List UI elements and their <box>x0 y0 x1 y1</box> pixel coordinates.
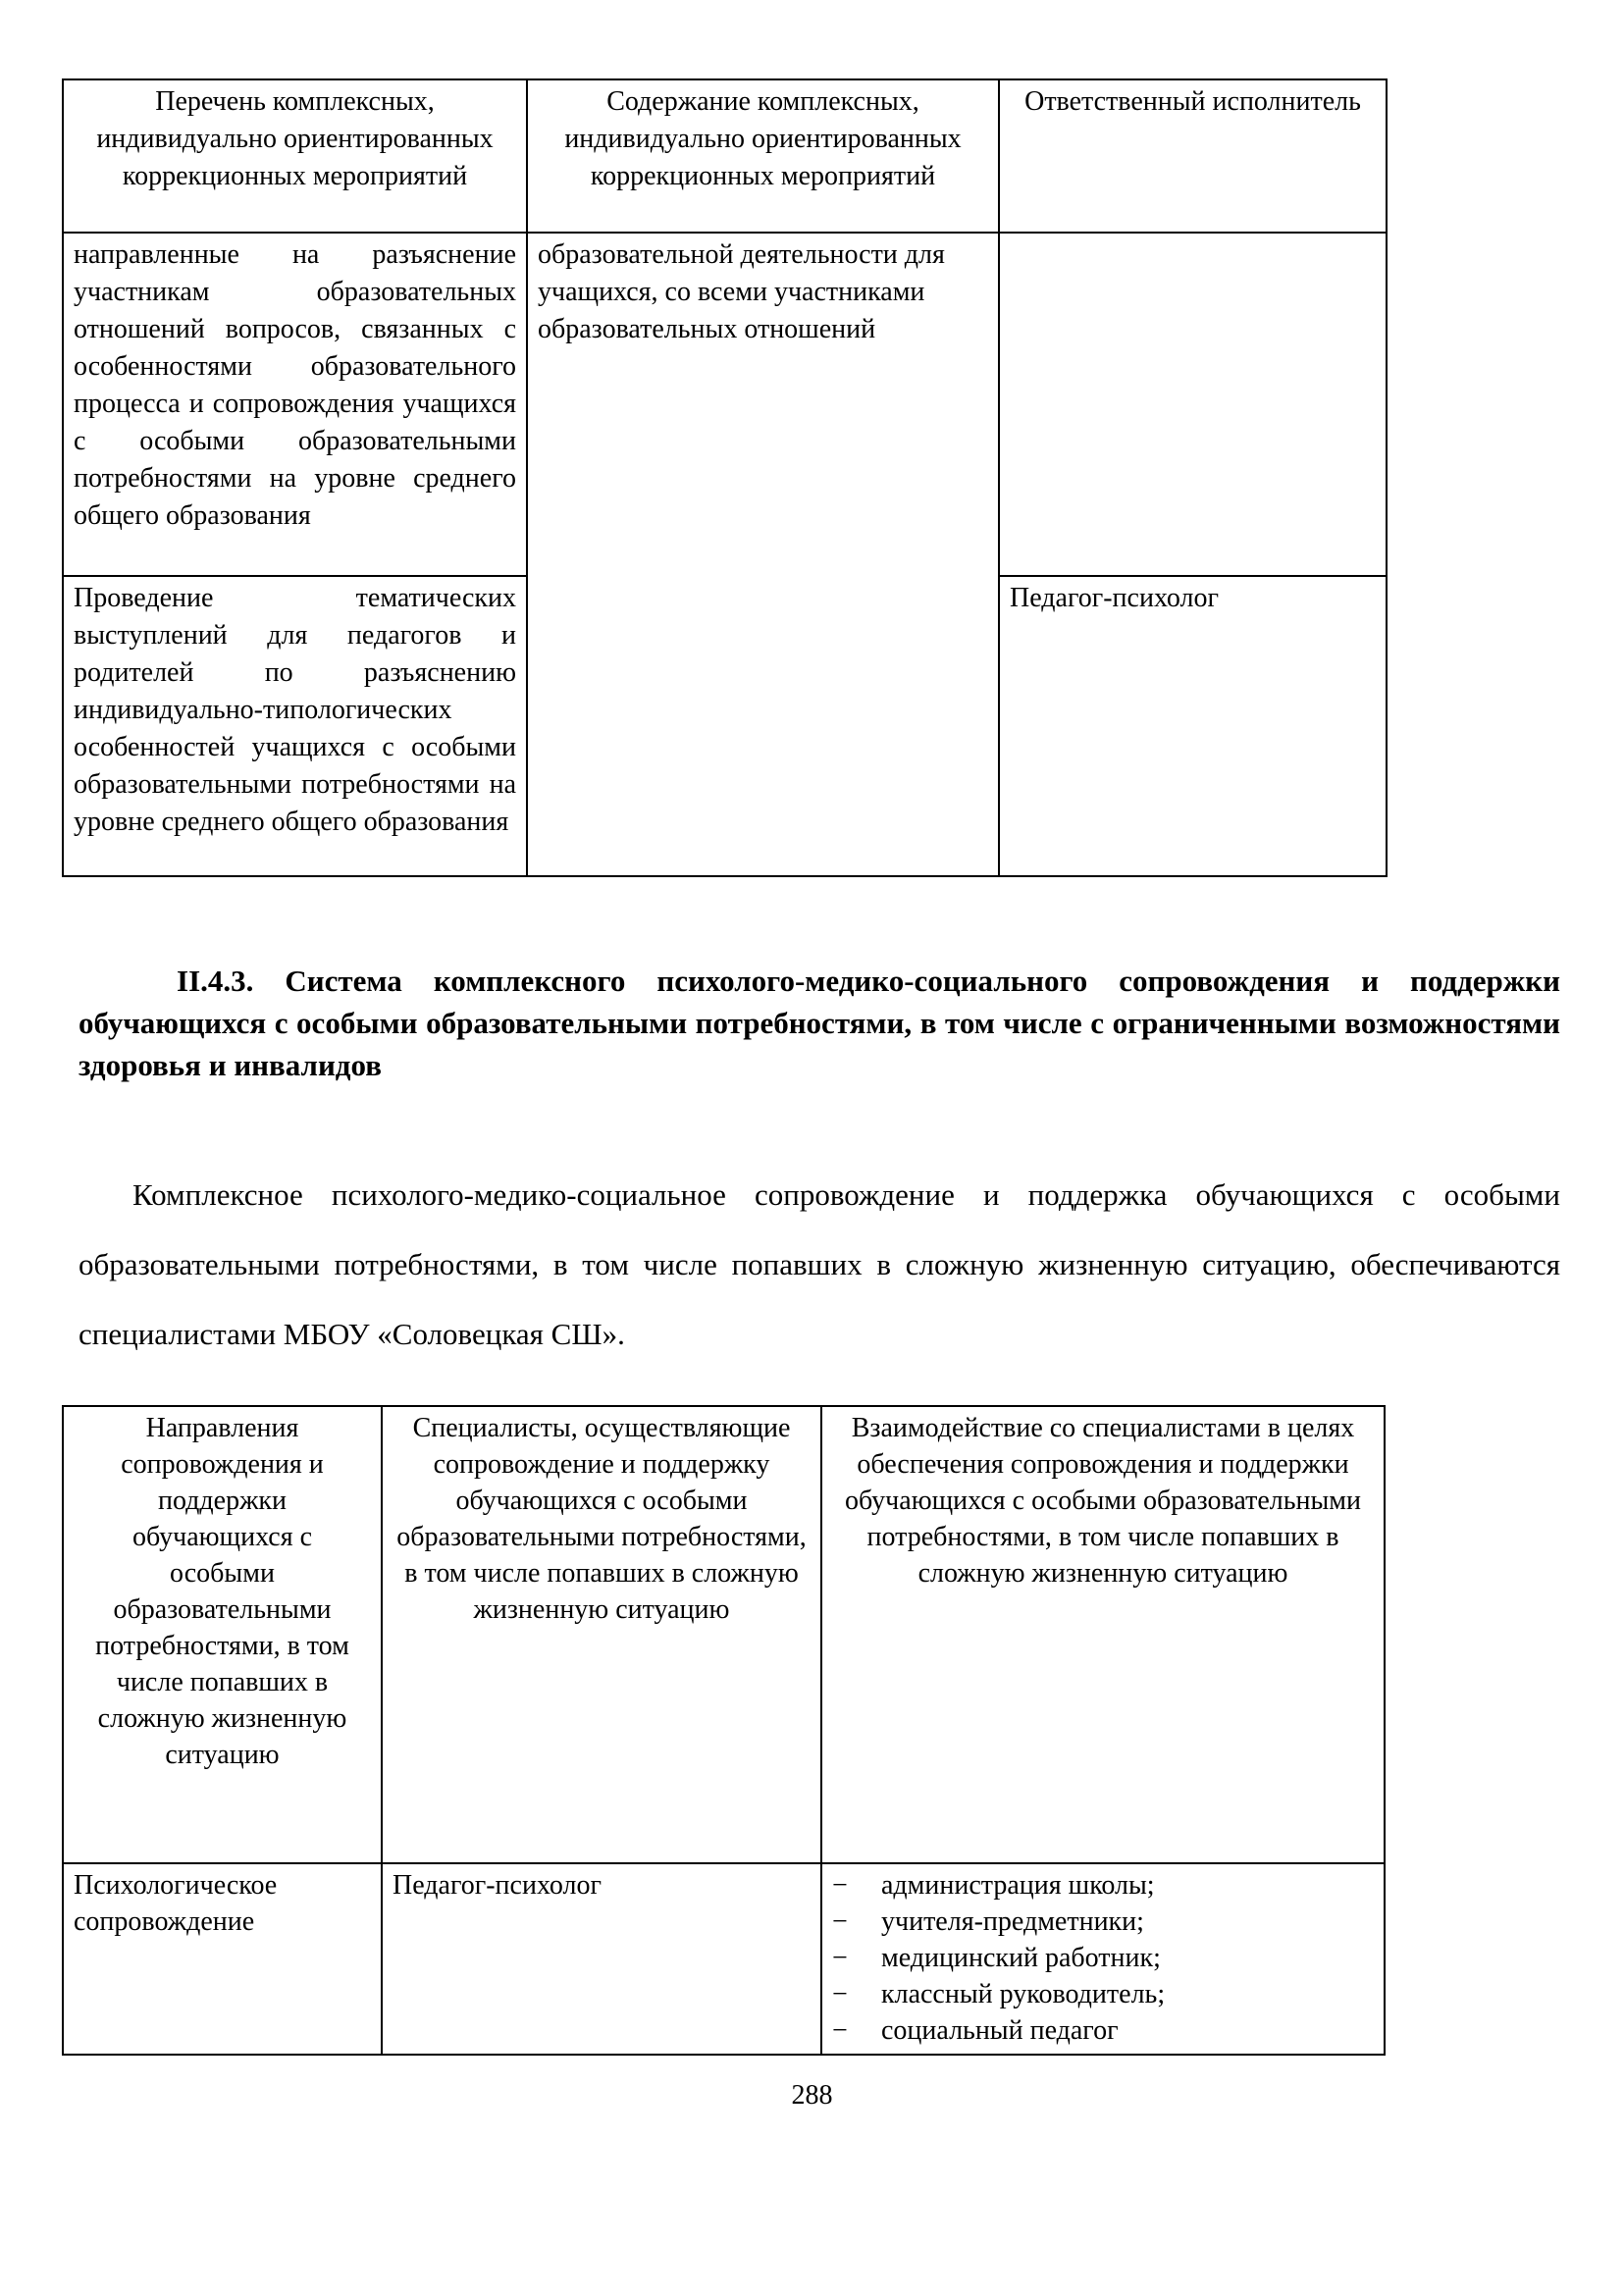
header-directions: Направления сопровождения и поддержки обучающихся с особыми образовательными потребностями, в том числе попавших в сложную жизненную ситуацию <box>63 1406 382 1863</box>
list-item: − социальный педагог <box>832 2012 1374 2049</box>
page-number: 288 <box>791 2080 833 2111</box>
table-header-row <box>63 79 1387 233</box>
list-item: − учителя-предметники; <box>832 1904 1374 1940</box>
cell-responsible <box>999 233 1387 576</box>
table-header-row <box>63 1406 1385 1863</box>
header-measures-list: Перечень комплексных, индивидуально ориентированных коррекционных мероприятий <box>63 79 527 233</box>
section-heading: II.4.3. Система комплексного психолого-медико-социального сопровождения и поддержки обучающихся с особыми образовательными потребностями, в том числе с ограниченными возможностями здоровья и инвалидов <box>79 964 1560 1082</box>
cell-measures: направленные на разъяснение участникам образовательных отношений вопросов, связанных с особенностями образовательного процесса и сопровождения учащихся с особыми образовательными потребностями на уровне среднего общего образования <box>63 233 527 576</box>
support-table <box>62 1405 1386 2056</box>
cell-content: образовательной деятельности для учащихся, со всеми участниками образовательных отношений <box>527 233 999 876</box>
list-item: − медицинский работник; <box>832 1940 1374 1976</box>
table-row <box>63 1863 1385 2055</box>
cell-direction: Психологическое сопровождение <box>63 1863 382 2055</box>
header-specialists: Специалисты, осуществляющие сопровождение и поддержку обучающихся с особыми образовательными потребностями, в том числе попавших в сложную жизненную ситуацию <box>382 1406 821 1863</box>
header-interaction: Взаимодействие со специалистами в целях обеспечения сопровождения и поддержки обучающихся с особыми образовательными потребностями, в том числе попавших в сложную жизненную ситуацию <box>821 1406 1385 1863</box>
header-responsible: Ответственный исполнитель <box>999 79 1387 233</box>
cell-specialist: Педагог-психолог <box>382 1863 821 2055</box>
list-item: − администрация школы; <box>832 1867 1374 1904</box>
measures-table <box>62 78 1388 877</box>
header-measures-content: Содержание комплексных, индивидуально ориентированных коррекционных мероприятий <box>527 79 999 233</box>
list-item: − классный руководитель; <box>832 1976 1374 2012</box>
cell-interaction <box>821 1863 1385 2055</box>
interaction-list <box>832 1867 1374 2049</box>
cell-responsible: Педагог-психолог <box>999 576 1387 876</box>
cell-measures: Проведение тематических выступлений для педагогов и родителей по разъяснению индивидуально-типологических особенностей учащихся с особыми образовательными потребностями на уровне среднего общего образования <box>63 576 527 876</box>
body-paragraph: Комплексное психолого-медико-социальное сопровождение и поддержка обучающихся с особыми образовательными потребностями, в том числе попавших в сложную жизненную ситуацию, обеспечиваются специалистами МБОУ «Соловецкая СШ». <box>79 1177 1560 1351</box>
table-row <box>63 233 1387 576</box>
